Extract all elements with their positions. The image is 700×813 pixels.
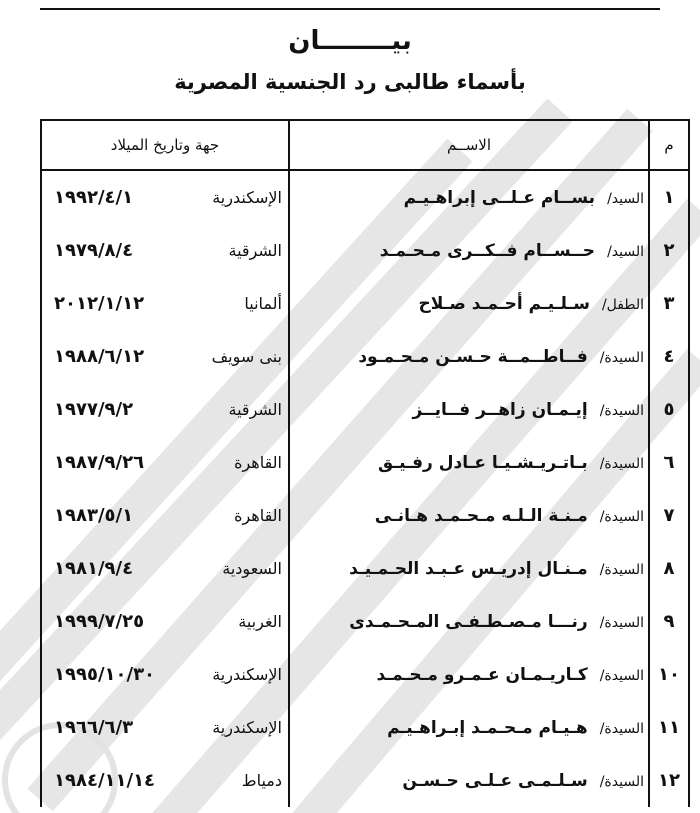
birth-cell — [41, 330, 289, 383]
person-name: مـنـال إدريـس عـبـد الحـمـيـد — [349, 558, 588, 579]
birth-cell — [41, 648, 289, 701]
birth-cell — [41, 542, 289, 595]
table-row — [41, 489, 689, 542]
person-name: إيـمـان زاهــر فــايــز — [412, 399, 588, 420]
table-row — [41, 436, 689, 489]
table-row — [41, 277, 689, 330]
birth-place: الإسكندرية — [212, 665, 282, 684]
name-cell — [289, 436, 649, 489]
honorific: السيدة/ — [599, 720, 644, 737]
birth-cell — [41, 436, 289, 489]
row-number: ٢ — [649, 224, 689, 277]
birth-place: الشرقية — [228, 400, 282, 419]
person-name: هـيـام مـحـمـد إبـراهـيـم — [387, 717, 588, 738]
birth-place: الإسكندرية — [212, 718, 282, 737]
honorific: السيد/ — [607, 243, 644, 260]
top-rule — [40, 8, 660, 10]
name-cell — [289, 489, 649, 542]
birth-place: ألمانيا — [244, 294, 282, 313]
row-number: ٣ — [649, 277, 689, 330]
birth-place: القاهرة — [234, 506, 282, 525]
header-name: الاســم — [289, 120, 649, 170]
birth-date: ١٩٩٢/٤/١ — [54, 187, 134, 208]
honorific: السيدة/ — [599, 667, 644, 684]
table-body — [41, 170, 689, 807]
person-name: حــســام فــكــرى مـحـمـد — [379, 240, 596, 261]
name-cell — [289, 330, 649, 383]
table-row — [41, 383, 689, 436]
birth-date: ١٩٨٧/٩/٢٦ — [54, 452, 145, 473]
birth-place: الإسكندرية — [212, 188, 282, 207]
person-name: فــاطــمــة حـسـن مـحـمـود — [358, 346, 588, 367]
row-number: ٦ — [649, 436, 689, 489]
honorific: الطفل/ — [601, 296, 644, 313]
table-row — [41, 648, 689, 701]
honorific: السيدة/ — [599, 614, 644, 631]
birth-date: ١٩٨٨/٦/١٢ — [54, 346, 145, 367]
row-number: ٧ — [649, 489, 689, 542]
honorific: السيدة/ — [599, 349, 644, 366]
row-number: ١ — [649, 170, 689, 224]
birth-date: ١٩٨٤/١١/١٤ — [54, 770, 156, 791]
birth-cell — [41, 754, 289, 807]
header-number: م — [649, 120, 689, 170]
birth-cell — [41, 383, 289, 436]
table-row — [41, 170, 689, 224]
name-cell — [289, 754, 649, 807]
name-cell — [289, 383, 649, 436]
row-number: ٩ — [649, 595, 689, 648]
table-header-row — [41, 120, 689, 170]
birth-place: الشرقية — [228, 241, 282, 260]
birth-cell — [41, 489, 289, 542]
birth-cell — [41, 170, 289, 224]
person-name: كـاريـمـان عـمـرو مـحـمـد — [376, 664, 588, 685]
birth-place: السعودية — [222, 559, 282, 578]
person-name: سـلـمـى عـلـى حـسـن — [402, 770, 588, 791]
birth-cell — [41, 595, 289, 648]
row-number: ٨ — [649, 542, 689, 595]
header-birth: جهة وتاريخ الميلاد — [41, 120, 289, 170]
birth-cell — [41, 701, 289, 754]
name-cell — [289, 170, 649, 224]
honorific: السيدة/ — [599, 455, 644, 472]
birth-date: ١٩٧٧/٩/٢ — [54, 399, 134, 420]
table-row — [41, 330, 689, 383]
birth-place: دمياط — [241, 771, 282, 790]
table-row — [41, 542, 689, 595]
name-cell — [289, 224, 649, 277]
birth-cell — [41, 277, 289, 330]
row-number: ١٠ — [649, 648, 689, 701]
row-number: ١٢ — [649, 754, 689, 807]
name-cell — [289, 701, 649, 754]
document-subtitle: بأسماء طالبى رد الجنسية المصرية — [174, 70, 526, 94]
honorific: السيدة/ — [599, 508, 644, 525]
person-name: بـاتـريـشـيـا عـادل رفـيـق — [378, 452, 588, 473]
birth-cell — [41, 224, 289, 277]
name-cell — [289, 542, 649, 595]
honorific: السيد/ — [607, 190, 644, 207]
birth-date: ١٩٨١/٩/٤ — [54, 558, 134, 579]
birth-place: القاهرة — [234, 453, 282, 472]
name-cell — [289, 648, 649, 701]
birth-date: ١٩٩٥/١٠/٣٠ — [54, 664, 156, 685]
table-row — [41, 754, 689, 807]
honorific: السيدة/ — [599, 561, 644, 578]
row-number: ٤ — [649, 330, 689, 383]
person-name: بســام عـلــى إبراهـيـم — [403, 187, 596, 208]
birth-date: ٢٠١٢/١/١٢ — [54, 293, 145, 314]
row-number: ١١ — [649, 701, 689, 754]
birth-date: ١٩٨٣/٥/١ — [54, 505, 134, 526]
birth-place: بنى سويف — [211, 347, 282, 366]
table-row — [41, 595, 689, 648]
birth-date: ١٩٧٩/٨/٤ — [54, 240, 134, 261]
person-name: رنـــا مـصـطـفـى المـحـمـدى — [349, 611, 588, 632]
names-table — [40, 119, 690, 807]
person-name: سـلـيـم أحـمـد صـلاح — [418, 293, 590, 314]
document-title: بيــــــــان — [288, 26, 412, 56]
table-row — [41, 701, 689, 754]
name-cell — [289, 277, 649, 330]
birth-date: ١٩٩٩/٧/٢٥ — [54, 611, 145, 632]
honorific: السيدة/ — [599, 773, 644, 790]
birth-date: ١٩٦٦/٦/٣ — [54, 717, 134, 738]
honorific: السيدة/ — [599, 402, 644, 419]
name-cell — [289, 595, 649, 648]
person-name: مـنـة الـلـه مـحـمـد هـانـى — [374, 505, 588, 526]
row-number: ٥ — [649, 383, 689, 436]
birth-place: الغربية — [238, 612, 282, 631]
table-row — [41, 224, 689, 277]
